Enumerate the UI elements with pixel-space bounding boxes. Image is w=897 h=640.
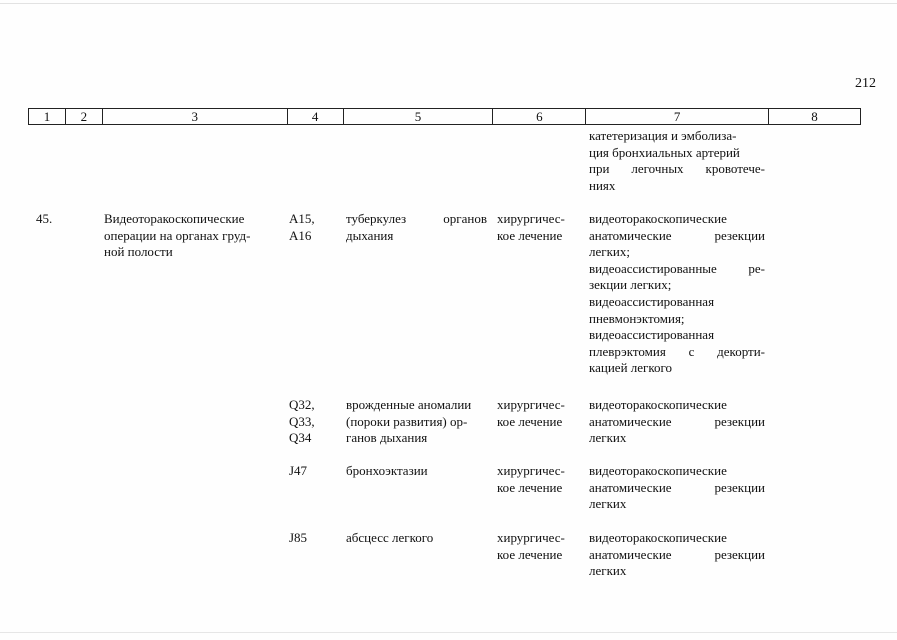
scan-edge-top — [0, 3, 897, 4]
treatment-type: хирургичес- кое лечение — [497, 397, 565, 429]
intervention-name: Видеоторакоскопические операции на органах груд- ной полости — [104, 211, 251, 260]
treatment-methods: видеоторакоскопические анатомические резекции легких — [589, 397, 765, 446]
treatment-type: хирургичес- кое лечение — [497, 211, 565, 243]
column-header-3: 3 — [102, 109, 287, 125]
row-number: 45. — [36, 211, 53, 226]
column-header-8: 8 — [769, 109, 861, 125]
column-header-2: 2 — [65, 109, 102, 125]
diagnosis: туберкулез органов дыхания — [346, 211, 487, 243]
treatment-type: хирургичес- кое лечение — [497, 530, 565, 562]
column-number-header — [28, 108, 861, 125]
column-header-7: 7 — [586, 109, 769, 125]
treatment-methods: видеоторакоскопические анатомические резекции легких; видеоассистированные ре- зекции легких; видеоассистированная пневмонэктомия; видеоассистированная плеврэктомия с декорти- кацией легкого — [589, 211, 765, 376]
diagnosis: абсцесс легкого — [346, 530, 434, 545]
treatment-methods: видеоторакоскопические анатомические резекции легких — [589, 530, 765, 579]
icd-codes: Q32, Q33, Q34 — [289, 397, 315, 446]
treatment-methods: видеоторакоскопические анатомические резекции легких — [589, 463, 765, 512]
column-header-5: 5 — [343, 109, 493, 125]
scan-edge-bottom — [0, 632, 897, 633]
icd-codes: J47 — [289, 463, 308, 478]
column-header-4: 4 — [287, 109, 343, 125]
icd-codes: A15, A16 — [289, 211, 315, 243]
column-header-6: 6 — [493, 109, 586, 125]
diagnosis: бронхоэктазии — [346, 463, 428, 478]
icd-codes: J85 — [289, 530, 308, 545]
diagnosis: врожденные аномалии (пороки развития) ор- ганов дыхания — [346, 397, 472, 446]
continuation-methods: катетеризация и эмболиза- ция бронхиальных артерий при легочных кровотече- ниях — [589, 128, 765, 193]
treatment-type: хирургичес- кое лечение — [497, 463, 565, 495]
column-header-1: 1 — [29, 109, 66, 125]
page-number: 212 — [855, 76, 876, 91]
